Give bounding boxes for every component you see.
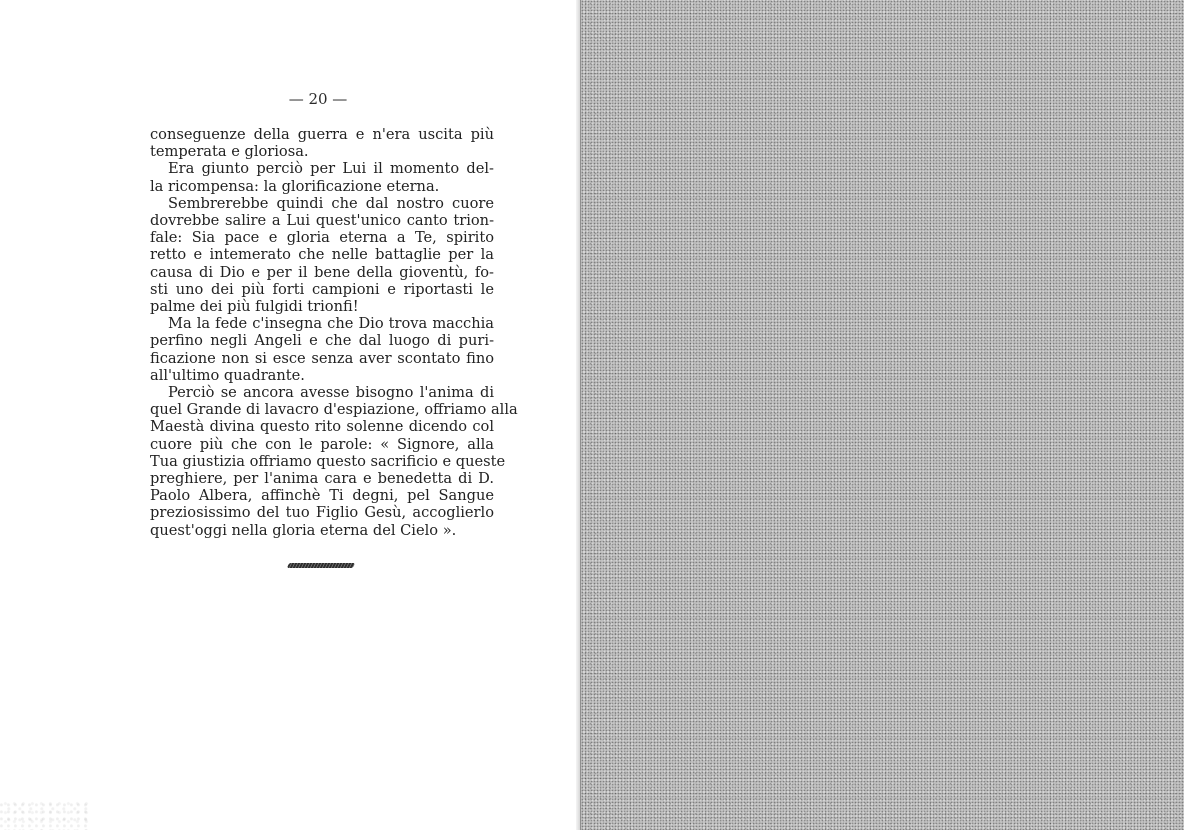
text-line: fale: Sia pace e gloria eterna a Te, spirito	[150, 229, 494, 247]
text-line: preghiere, per l'anima cara e benedetta di D.	[150, 470, 494, 488]
text-line: Ma la fede c'insegna che Dio trova macchia	[168, 315, 494, 333]
text-line: temperata e gloriosa.	[150, 143, 309, 161]
left-page	[0, 0, 580, 830]
text-line: all'ultimo quadrante.	[150, 366, 305, 384]
text-line: quel Grande di lavacro d'espiazione, offriamo alla	[150, 401, 518, 419]
right-page-gray-scan	[580, 0, 1184, 830]
text-line: conseguenze della guerra e n'era uscita più	[150, 126, 494, 143]
text-line: sti uno dei più forti campioni e riportasti le	[150, 280, 494, 298]
text-line: palme dei più fulgidi trionfi!	[150, 298, 359, 316]
text-line: dovrebbe salire a Lui quest'unico canto trion-	[150, 212, 494, 230]
text-line: retto e intemerato che nelle battaglie per la	[150, 246, 494, 264]
page-number: — 20 —	[288, 90, 348, 108]
text-line: quest'oggi nella gloria eterna del Cielo ».	[150, 521, 457, 539]
ornamental-rule	[287, 563, 355, 568]
text-line: Paolo Albera, affinchè Ti degni, pel Sangue	[150, 487, 494, 505]
text-line: Era giunto perciò per Lui il momento del-	[168, 160, 494, 178]
text-line: Tua giustizia offriamo questo sacrificio e queste	[150, 452, 506, 470]
text-line: la ricompensa: la glorificazione eterna.	[150, 177, 440, 195]
text-line: Perciò se ancora avesse bisogno l'anima di	[168, 384, 494, 402]
text-line: Sembrerebbe quindi che dal nostro cuore	[168, 194, 494, 212]
text-line: Maestà divina questo rito solenne dicendo col	[150, 418, 494, 436]
text-line: preziosissimo del tuo Figlio Gesù, accoglierlo	[150, 504, 494, 522]
paper-speckle	[0, 800, 90, 830]
text-line: causa di Dio e per il bene della gioventù, fo-	[150, 263, 494, 281]
text-line: ficazione non si esce senza aver scontato fino	[150, 349, 494, 367]
body-text	[150, 126, 518, 539]
text-line: perfino negli Angeli e che dal luogo di puri-	[150, 332, 494, 350]
text-line: cuore più che con le parole: « Signore, alla	[150, 435, 494, 453]
